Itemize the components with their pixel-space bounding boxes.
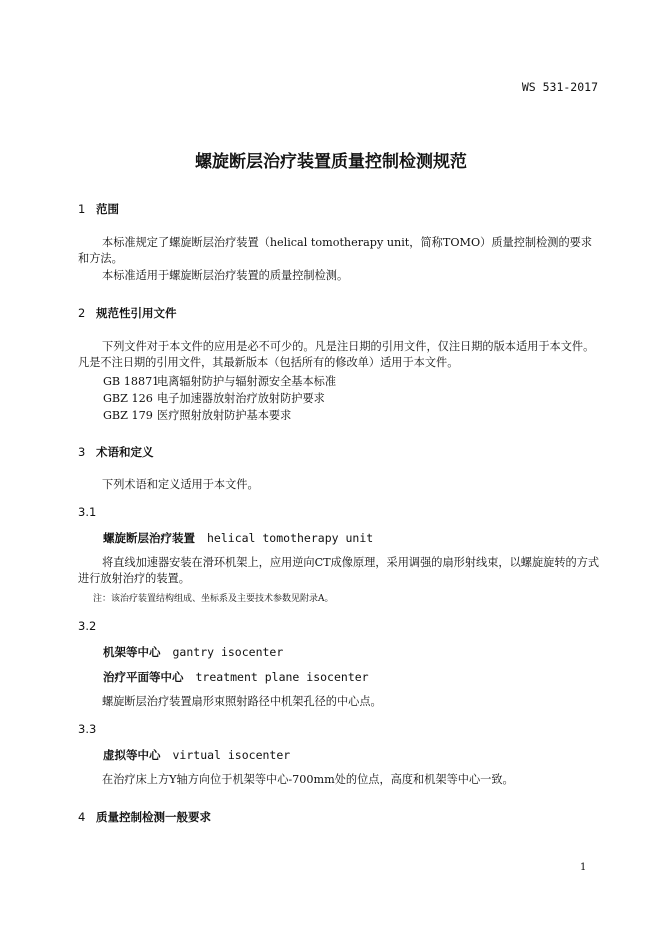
term-chinese: 螺旋断层治疗装置: [103, 531, 195, 545]
reference-title: 电子加速器放射治疗放射防护要求: [157, 392, 325, 405]
paragraph: 本标准适用于螺旋断层治疗装置的质量控制检测。: [102, 269, 349, 282]
section-title: 质量控制检测一般要求: [96, 810, 211, 824]
term-entry: [103, 669, 369, 685]
section-heading-2: [78, 305, 177, 321]
paragraph: 本标准规定了螺旋断层治疗装置（helical tomotherapy unit，简称TOMO）质量控制检测的要求和方法。: [78, 236, 593, 265]
term-chinese: 机架等中心: [103, 645, 161, 659]
term-definition: 螺旋断层治疗装置扇形束照射路径中机架孔径的中心点。: [102, 695, 382, 708]
reference-title: 医疗照射放射防护基本要求: [157, 409, 292, 422]
section-number: 1: [78, 202, 86, 216]
section-number: 3: [78, 445, 86, 459]
section-title: 术语和定义: [96, 445, 154, 459]
section-title: 规范性引用文件: [96, 306, 177, 320]
term-chinese: 虚拟等中心: [103, 748, 161, 762]
term-entry: [103, 747, 290, 763]
page-number: 1: [580, 862, 587, 873]
term-english: treatment plane isocenter: [195, 670, 369, 684]
term-english: helical tomotherapy unit: [207, 531, 374, 545]
term-chinese: 治疗平面等中心: [103, 670, 184, 684]
reference-code: GBZ 179: [103, 409, 153, 422]
section-heading-4: [78, 809, 211, 825]
term-english: virtual isocenter: [172, 748, 291, 762]
section-heading-3: [78, 444, 154, 460]
term-definition: 将直线加速器安装在滑环机架上，应用逆向CT成像原理，采用调强的扇形射线束，以螺旋旋转的方式进行放射治疗的装置。: [78, 556, 600, 585]
reference-item: [103, 407, 291, 423]
section-number: 4: [78, 810, 86, 824]
standard-code: WS 531-2017: [521, 80, 598, 94]
subsection-number: 3.2: [78, 619, 97, 633]
document-title: 螺旋断层治疗装置质量控制检测规范: [195, 152, 467, 172]
section-title: 范围: [96, 202, 119, 216]
reference-code: GBZ 126: [103, 392, 153, 405]
paragraph: 下列术语和定义适用于本文件。: [102, 478, 259, 491]
subsection-number: 3.3: [78, 722, 97, 736]
reference-item: [103, 390, 325, 406]
term-entry: [103, 530, 373, 546]
reference-item: [103, 373, 336, 389]
term-english: gantry isocenter: [172, 645, 284, 659]
term-definition: 在治疗床上方Y轴方向位于机架等中心-700mm处的位点，高度和机架等中心一致。: [102, 773, 514, 786]
section-number: 2: [78, 306, 86, 320]
term-entry: [103, 644, 283, 660]
section-heading-1: [78, 201, 119, 217]
note: 注：该治疗装置结构组成、坐标系及主要技术参数见附录A。: [93, 594, 334, 604]
subsection-number: 3.1: [78, 505, 97, 519]
reference-title: 电离辐射防护与辐射源安全基本标准: [157, 375, 337, 388]
paragraph: 下列文件对于本文件的应用是必不可少的。凡是注日期的引用文件，仅注日期的版本适用于本文件。凡是不注日期的引用文件，其最新版本（包括所有的修改单）适用于本文件。: [78, 340, 595, 369]
reference-code: GB 18871: [103, 375, 160, 388]
